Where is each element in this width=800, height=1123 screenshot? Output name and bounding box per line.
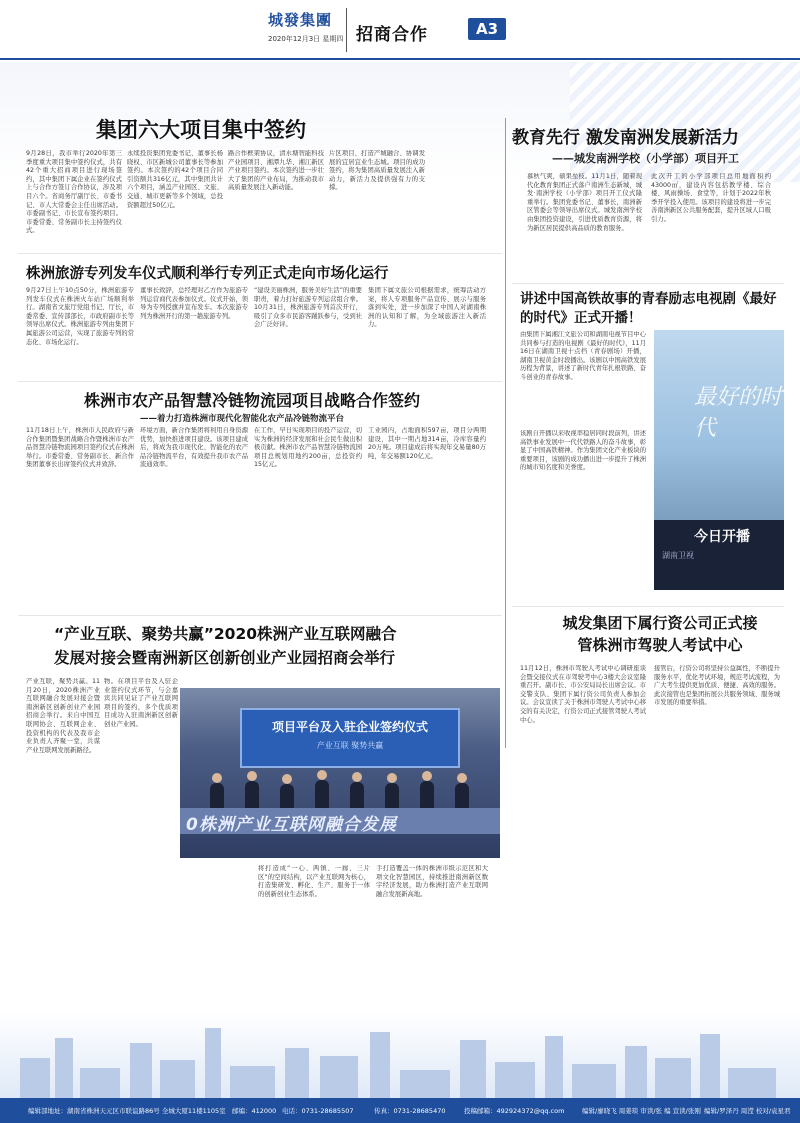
- building: [80, 1068, 120, 1098]
- people-on-stage: [200, 773, 500, 813]
- article-body: 9月27日上午10点50分，株洲旅游专列发车仪式在株洲火车站广场顺利举行。湖南省文旅厅党组书记、厅长，市委常委、宣传部部长，市政府副市长等领导出席仪式。株洲旅游专列由集团下属旅游公司运营，实现了旅游专列的常态化、市场化运行。: [26, 287, 134, 346]
- article-subtitle-cold-chain: ——着力打造株洲市现代化智能化农产品冷链物流平台: [140, 414, 345, 424]
- article-body: 在工作，早日实现项目的投产运营，切实为株洲的经济发展和社会民生做出积极贡献。株洲市农产品智慧冷链物流园项目总规划用地约200亩，总投资约15亿元。: [254, 427, 362, 469]
- article-body: 片区项目、打造产城融合、协调发展的宜居宜业生态城。项目的成功签约，将为集团高质量发展注入新动力，新活力及提供强有力的支撑。: [329, 150, 425, 192]
- person-head: [282, 774, 292, 784]
- article-body: 物。在项目平台及入驻企业签约仪式环节，与会嘉宾共同见证了产业互联网项目的签约，多个优质项目成功入驻南洲新区创新创业产业园。: [104, 678, 178, 728]
- article-title-tourism-train: 株洲旅游专列发车仪式顺利举行专列正式走向市场化运行: [26, 266, 389, 282]
- building: [700, 1034, 720, 1098]
- photo-banner-text: 0株洲产业互联网融合发展: [186, 815, 397, 835]
- article-body: 工业园内，占地面积597亩，项目分两期建设，其中一期占地314亩，冷库容量约20万吨。项目建成后将实现年交易量80万吨，年交易额120亿元。: [368, 427, 486, 460]
- tv-drama-poster: [654, 330, 784, 590]
- article-body: 接管后，行资公司将坚持公益属性，不断提升服务水平，优化考试环境，规范考试流程，为广大考生提供更加优质、便捷、高效的服务。此次接管也是集团拓展公共服务领域、服务城市发展的重要举措。: [654, 665, 780, 707]
- person-head: [457, 773, 467, 783]
- article-body: 董事长致辞，总经理对乙方作为旅游专列运营商代表参加仪式。仪式开始，领导为专列授旗并宣布发车。本次旅游专列为株洲开行的第一趟旅游专列。: [140, 287, 248, 320]
- article-title-cold-chain: 株洲市农产品智慧冷链物流园项目战略合作签约: [84, 391, 421, 410]
- person-head: [387, 773, 397, 783]
- article-body: 产业互联，聚势共赢。11月20日，2020株洲产业互联网融合发展对接会暨南洲新区创新创业产业园招商会举行。来自中国互联网协会、互联网企业、投资机构的代表及我市企业负责人齐聚一堂，共谋产业互联网发展新路径。: [26, 678, 100, 754]
- masthead-divider: [346, 8, 347, 52]
- signing-ceremony-photo: [180, 688, 500, 858]
- building: [285, 1048, 309, 1098]
- footer-fax: 传真：0731-28685470: [374, 1107, 446, 1115]
- article-body: 集团下属文旅公司根据需求，统筹活动方案，将人专项服务产品宣传、展示与服务落到实处，进一步加深了中国人对湖南株洲的认知和了解，为全域旅游注入新活力。: [368, 287, 486, 329]
- building: [230, 1066, 275, 1098]
- building: [572, 1064, 616, 1098]
- building: [20, 1058, 50, 1098]
- article-body: 将打造成“一心、两镇、一廊、三片区”的空间结构，以产业互联网为核心，打造集研发、孵化、生产、服务于一体的创新创业生态体系。: [258, 865, 370, 898]
- issue-date: 2020年12月3日 星期四: [268, 35, 344, 43]
- section-title: 招商合作: [356, 25, 428, 45]
- article-body: 此次开工的小学部项目总用地面积约43000㎡，建设内容包括教学楼、综合楼、风雨操场、食堂等，计划于2022年秋季开学投入使用。该项目的建设将进一步完善南洲新区公共服务配套，提升区域人口吸引力。: [651, 173, 771, 223]
- section-rule: [512, 606, 784, 607]
- newspaper-logo: 城發集團: [268, 11, 333, 29]
- building: [205, 1028, 221, 1098]
- poster-premiere-text: 今日开播: [694, 529, 750, 545]
- building: [370, 1032, 390, 1098]
- building: [130, 1043, 152, 1098]
- article-body: 该剧自开播以来收视率稳居同时段前列，讲述高铁事业发展中一代代铁路人的奋斗故事，彰显了中国高铁精神。作为集团文化产业板块的重要项目，该剧的成功播出进一步提升了株洲的城市知名度和美誉度。: [520, 430, 646, 472]
- article-title-group-signing: 集团六大项目集中签约: [96, 118, 306, 142]
- footer-telephone: 电话：0731-28685507: [282, 1107, 354, 1115]
- section-rule: [512, 283, 784, 284]
- person-head: [422, 771, 432, 781]
- photo-banner: [180, 808, 500, 834]
- column-divider: [505, 118, 506, 748]
- building: [55, 1038, 73, 1098]
- article-body: 环境方面，新合作集团将利用自身资源优势，加快推进项目建设。该项目建成后，将成为我市现代化、智能化的农产品冷链物流平台，有效提升我市农产品流通效率。: [140, 427, 248, 469]
- article-body: 路合作框架协议，清水塘智能科技产业园项目、湘潭九华、湘江新区产业项目签约。本次签约进一步壮大了集团的产业布局，为推动我市高质量发展注入新动能。: [228, 150, 324, 192]
- building: [495, 1062, 535, 1098]
- poster-footer: [654, 520, 784, 590]
- article-body: 永续投资集团党委书记、董事长杨晓权、市区新城公司董事长等参加签约。本次签约的42个项目合同引资额共316亿元，其中集团共计六个项目，涵盖产业园区、文旅、交通、城市更新等多个领域，总投资额超过50亿元。: [127, 150, 223, 209]
- person-head: [212, 773, 222, 783]
- article-title-education: 教育先行 激发南洲发展新活力: [512, 128, 739, 148]
- article-title-driving-center: 城发集团下属行资公司正式接管株洲市驾驶人考试中心: [562, 614, 758, 654]
- masthead: [0, 0, 800, 62]
- building: [625, 1046, 647, 1098]
- section-rule: [18, 381, 502, 382]
- person-head: [317, 770, 327, 780]
- building: [655, 1058, 691, 1098]
- building: [545, 1036, 563, 1098]
- building: [160, 1060, 195, 1098]
- article-body: 由集团下属湘江文旅公司和湖南电视节目中心共同参与打造的电视剧《最好的时代》，11月16日在湖南卫视十点档（青春剧场）开播，湖南卫视黄金时段播出。该剧以中国高铁发展历程为背景，讲述了新时代青年扎根铁路、奋斗创业的青春故事。: [520, 331, 646, 381]
- footer-editor: 编辑/罗泽丹 周滢 校对/袁星君: [704, 1107, 791, 1115]
- person-head: [247, 771, 257, 781]
- footer-staff: 编辑/廖晓飞 周姜琰 审读/张 编 宣读/张刚: [582, 1107, 701, 1115]
- article-title-internet-line1: “产业互联、聚势共赢”2020株洲产业互联网融合: [54, 625, 397, 643]
- person-head: [352, 772, 362, 782]
- article-body: “建设美丽株洲，服务美好生活”的重要职责，着力打好旅游专列运营组合拳。10月31日，株洲旅游专列首次开行，吸引了众多市民游客踊跃参与，受到社会广泛好评。: [254, 287, 362, 329]
- article-body: 9月28日，我市举行2020年第三季度重大项目集中签约仪式，共有42个重大招商项目进行现场签约，其中集团下属企业在签约仪式上与合作方签订合作协议，涉及项目六个。省商务厅副厅长、市委书记、市人大常委会主任出席活动。市委副书记、市长宣布签约项目。市委常委、常务副市长主持签约仪式。: [26, 150, 122, 235]
- building: [320, 1056, 358, 1098]
- article-body: 11月18日上午，株洲市人民政府与新合作集团暨集团战略合作暨株洲市农产品智慧冷链物流园项目签约仪式在株洲举行。市委常委、常务副市长、新合作集团董事长出席签约仪式并致辞。: [26, 427, 134, 469]
- article-body: 11月12日，株洲市驾驶人考试中心调研座谈会暨交接仪式在市驾驶考中心3楼大会议室隆重召开。副市长、市公安局局长出席会议。市交警支队、集团下属行资公司负责人参加会议。会议宣读了关于株洲市驾驶人考试中心移交的有关决定，行资公司正式接管驾驶人考试中心。: [520, 665, 646, 724]
- article-body: 手打造覆盖一体的株洲市级示范区和大项文化智慧园区，持续推进南洲新区数字经济发展，助力株洲打造产业互联网融合发展新高地。: [376, 865, 488, 898]
- backdrop-subtitle: 产业互联 聚势共赢: [316, 741, 384, 750]
- footer-address: 编辑部地址：湖南省株洲天元区市联谊路86号 全城大厦11楼1105室: [28, 1107, 226, 1115]
- section-rule: [18, 615, 502, 616]
- city-skyline-illustration: [0, 1012, 800, 1098]
- building: [728, 1068, 776, 1098]
- footer-bar: [0, 1098, 800, 1123]
- stage-backdrop: [240, 708, 460, 768]
- article-title-tv-drama: 讲述中国高铁故事的青春励志电视剧《最好的时代》正式开播！: [520, 291, 777, 326]
- article-body: 慕秋气爽，硕果垒枝。11月1日，随着现代化教育集团正式落户南洲生态新城，城发·南洲学校（小学部）项目开工仪式隆重举行。集团党委书记、董事长，南洲新区管委会等领导出席仪式。城发南洲学校由集团投资建设，引进优质教育资源，将为新区居民提供高品质的教育服务。: [527, 173, 642, 232]
- building: [460, 1040, 486, 1098]
- poster-title: 最好的时代: [694, 385, 783, 441]
- article-subtitle-education: ——城发南洲学校（小学部）项目开工: [552, 152, 739, 165]
- footer-email: 投稿邮箱：492924372@qq.com: [464, 1107, 565, 1115]
- article-title-internet-line2: 发展对接会暨南洲新区创新创业产业园招商会举行: [54, 649, 396, 667]
- poster-channel: 湖南卫视: [662, 551, 694, 560]
- building: [400, 1070, 450, 1098]
- backdrop-title: 项目平台及入驻企业签约仪式: [271, 720, 428, 734]
- masthead-rule: [0, 58, 800, 60]
- section-rule: [18, 253, 502, 254]
- page-number: A3: [468, 18, 506, 40]
- footer-postcode: 邮编：412000: [232, 1107, 277, 1115]
